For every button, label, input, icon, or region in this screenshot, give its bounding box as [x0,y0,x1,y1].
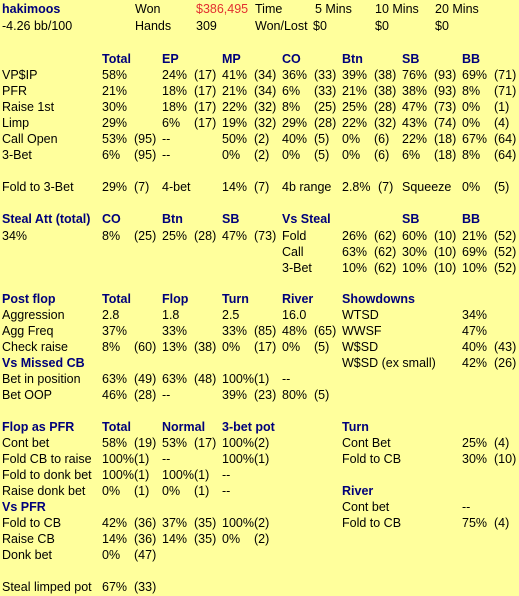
flop-pfr-value: 100%(2) [222,436,270,450]
preflop-cell-value: 21% [222,84,248,98]
postflop-cell-value: 0% [282,340,301,354]
showdowns-title: Showdowns [342,292,415,306]
preflop-cell-value: 0% [282,148,301,162]
preflop-cell-value: 22% [222,100,248,114]
steal-att-total: 34% [2,229,28,243]
preflop-row-label: PFR [2,84,27,98]
time-label: Time [255,2,283,16]
postflop-cell-value: 2.5 [222,308,240,322]
hands-label: Hands [135,19,172,33]
flop-as-pfr-title: Flop as PFR [2,420,75,434]
vs-steal-count: (52) [494,261,517,275]
preflop-cell-count: (34) [254,68,277,82]
preflop-cell-count: (71) [494,68,517,82]
preflop-cell-value: 40% [282,132,308,146]
preflop-cell-count: (2) [254,132,270,146]
preflop-cell-value: 22% [402,132,428,146]
flop-pfr-header: Normal [162,420,206,434]
steal-header-co: CO [102,212,121,226]
vs-steal-value: 21% [462,229,488,243]
period-value: $0 [375,19,389,33]
preflop-cell-count: (38) [374,68,397,82]
postflop-header: Turn [222,292,249,306]
preflop-cell-value: 0% [462,116,481,130]
preflop-cell-value: 41% [222,68,248,82]
vs-steal-count: (62) [374,229,397,243]
preflop-cell-value: 29% [282,116,308,130]
postflop-cell-value: 13% [162,340,188,354]
vs-steal-row-label: Call [282,245,304,259]
flop-pfr-value: 100%(1) [162,468,210,482]
preflop-cell-count: (4) [494,116,510,130]
turn-count: (10) [494,452,517,466]
preflop-cell-value: 58% [102,68,128,82]
preflop-cell-value: 38% [402,84,428,98]
preflop-cell-value: 18% [162,100,188,114]
preflop-cell-count: (28) [374,100,397,114]
missed-cb-row-label: Bet OOP [2,388,53,402]
steal-sb-count: (73) [254,229,277,243]
flop-pfr-value: 100%(1) [102,468,150,482]
vs-steal-count: (10) [434,261,457,275]
postflop-cell-value: 16.0 [282,308,307,322]
postflop-cell-value: 2.8 [102,308,120,322]
vs-missed-cb-title: Vs Missed CB [2,356,85,370]
preflop-header: CO [282,52,301,66]
vs-steal-row-label: Fold [282,229,307,243]
player-name: hakimoos [2,2,61,16]
vs-steal-value: 10% [342,261,368,275]
flop-pfr-value: 53% [162,436,188,450]
vs-pfr-value: 0% [102,548,121,562]
vs-steal-value: 10% [462,261,488,275]
vs-pfr-count: (2) [254,532,270,546]
vs-steal-row-label: 3-Bet [282,261,312,275]
turn-value: 25% [462,436,488,450]
vs-pfr-value: 14% [162,532,188,546]
postflop-header: River [282,292,314,306]
preflop-header: MP [222,52,241,66]
steal-sb-value: 47% [222,229,248,243]
river-value: -- [462,500,471,514]
preflop-cell-count: (38) [374,84,397,98]
preflop-cell-count: (73) [434,100,457,114]
steal-btn-value: 25% [162,229,188,243]
preflop-cell-count: (32) [254,100,277,114]
squeeze-count: (5) [494,180,510,194]
vs-pfr-title: Vs PFR [2,500,46,514]
fold-to-3bet-value: 29% [102,180,128,194]
flop-pfr-value: 58% [102,436,128,450]
vs-steal-value: 60% [402,229,428,243]
preflop-cell-value: 30% [102,100,128,114]
preflop-cell-value: 0% [222,148,241,162]
preflop-cell-value: -- [162,148,171,162]
preflop-row-label: Limp [2,116,30,130]
postflop-row-label: Agg Freq [2,324,54,338]
preflop-cell-count: (64) [494,148,517,162]
postflop-header: Total [102,292,131,306]
preflop-cell-value: 8% [462,84,481,98]
missed-cb-value: 46% [102,388,128,402]
preflop-cell-value: 69% [462,68,488,82]
postflop-cell-count: (38) [194,340,217,354]
four-bet-range-value: 2.8% [342,180,371,194]
showdown-value: 42% [462,356,488,370]
flop-pfr-value: -- [222,484,231,498]
preflop-cell-count: (6) [374,148,390,162]
showdown-value: 47% [462,324,488,338]
missed-cb-count: (48) [194,372,217,386]
hands-value: 309 [196,19,217,33]
preflop-cell-value: 36% [282,68,308,82]
preflop-cell-value: 8% [462,148,481,162]
vs-pfr-count: (35) [194,516,217,530]
preflop-cell-value: 76% [402,68,428,82]
postflop-cell-count: (65) [314,324,337,338]
flop-pfr-value: -- [222,468,231,482]
preflop-cell-count: (32) [374,116,397,130]
preflop-cell-count: (18) [434,132,457,146]
flop-pfr-row-label: Fold CB to raise [2,452,92,466]
showdown-label: WTSD [342,308,379,322]
squeeze-label: Squeeze [402,180,452,194]
vs-pfr-row-label: Donk bet [2,548,53,562]
river-count: (4) [494,516,510,530]
preflop-cell-count: (1) [494,100,510,114]
flop-pfr-row-label: Fold to donk bet [2,468,92,482]
missed-cb-value: -- [282,372,291,386]
preflop-cell-value: 67% [462,132,488,146]
preflop-cell-count: (6) [374,132,390,146]
fold-to-3bet-label: Fold to 3-Bet [2,180,74,194]
vs-steal-value: 10% [402,261,428,275]
flop-pfr-count: (1) [134,484,150,498]
vs-pfr-value: 14% [102,532,128,546]
preflop-header: BB [462,52,481,66]
turn-row-label: Cont Bet [342,436,391,450]
vs-steal-value: 63% [342,245,368,259]
flop-pfr-count: (19) [134,436,157,450]
flop-pfr-header: Total [102,420,131,434]
preflop-cell-count: (28) [314,116,337,130]
vs-pfr-value: 0% [222,532,241,546]
postflop-cell-value: 48% [282,324,308,338]
vs-pfr-count: (36) [134,532,157,546]
missed-cb-count: (49) [134,372,157,386]
preflop-cell-value: 18% [162,84,188,98]
postflop-row-label: Aggression [2,308,65,322]
squeeze-value: 0% [462,180,481,194]
vs-steal-count: (10) [434,229,457,243]
missed-cb-value: 63% [162,372,188,386]
vs-steal-title: Vs Steal [282,212,331,226]
vs-steal-value: 26% [342,229,368,243]
preflop-cell-count: (95) [134,148,157,162]
missed-cb-value: 39% [222,388,248,402]
vs-pfr-row-label: Fold to CB [2,516,62,530]
postflop-cell-value: 1.8 [162,308,180,322]
preflop-cell-count: (2) [254,148,270,162]
steal-header-btn: Btn [162,212,183,226]
preflop-cell-value: 24% [162,68,188,82]
vs-pfr-count: (47) [134,548,157,562]
river-value: 75% [462,516,488,530]
preflop-header: SB [402,52,420,66]
wonlost-label: Won/Lost [255,19,308,33]
wonlost-total: $0 [313,19,327,33]
showdown-value: 34% [462,308,488,322]
missed-cb-count: (23) [254,388,277,402]
river-row-label: Fold to CB [342,516,402,530]
missed-cb-count: (5) [314,388,330,402]
flop-pfr-row-label: Cont bet [2,436,50,450]
period-label: 5 Mins [315,2,352,16]
steal-att-title: Steal Att (total) [2,212,91,226]
preflop-cell-value: 6% [282,84,301,98]
postflop-cell-count: (85) [254,324,277,338]
preflop-cell-value: 0% [342,132,361,146]
preflop-cell-value: 39% [342,68,368,82]
preflop-cell-count: (33) [314,68,337,82]
postflop-title: Post flop [2,292,56,306]
preflop-cell-value: 47% [402,100,428,114]
steal-co-count: (25) [134,229,157,243]
preflop-cell-value: 22% [342,116,368,130]
preflop-cell-value: 19% [222,116,248,130]
preflop-cell-value: 29% [102,116,128,130]
steal-limped-pot-value: 67% [102,580,128,594]
vs-steal-count: (62) [374,245,397,259]
missed-cb-value: 80% [282,388,308,402]
preflop-cell-count: (18) [434,148,457,162]
fold-to-3bet-count: (7) [134,180,150,194]
steal-header-sb: SB [222,212,240,226]
vs-steal-header-sb: SB [402,212,420,226]
preflop-cell-count: (17) [194,116,217,130]
preflop-cell-count: (93) [434,84,457,98]
four-bet-count: (7) [254,180,270,194]
vs-pfr-count: (35) [194,532,217,546]
preflop-cell-value: 6% [162,116,181,130]
vs-pfr-count: (36) [134,516,157,530]
four-bet-range-count: (7) [378,180,394,194]
postflop-cell-count: (5) [314,340,330,354]
flop-pfr-value: 100%(1) [102,452,150,466]
preflop-cell-value: -- [162,132,171,146]
postflop-cell-count: (60) [134,340,157,354]
postflop-cell-count: (17) [254,340,277,354]
showdown-label: WWSF [342,324,382,338]
vs-steal-count: (52) [494,229,517,243]
preflop-row-label: VP$IP [2,68,38,82]
preflop-cell-count: (17) [194,68,217,82]
preflop-cell-count: (17) [194,100,217,114]
preflop-cell-count: (71) [494,84,517,98]
preflop-row-label: Call Open [2,132,58,146]
preflop-cell-value: 0% [342,148,361,162]
preflop-cell-value: 53% [102,132,128,146]
preflop-cell-value: 43% [402,116,428,130]
preflop-cell-count: (34) [254,84,277,98]
won-label: Won [135,2,161,16]
showdown-count: (43) [494,340,517,354]
period-value: $0 [435,19,449,33]
vs-steal-header-bb: BB [462,212,481,226]
postflop-cell-value: 33% [222,324,248,338]
vs-pfr-value: 37% [162,516,188,530]
preflop-cell-count: (74) [434,116,457,130]
preflop-cell-value: 21% [342,84,368,98]
postflop-cell-value: 37% [102,324,128,338]
showdown-count: (26) [494,356,517,370]
flop-pfr-value: 0% [102,484,121,498]
postflop-cell-value: 0% [222,340,241,354]
missed-cb-count: (28) [134,388,157,402]
preflop-cell-value: 21% [102,84,128,98]
preflop-cell-value: 0% [462,100,481,114]
bb-per-100: -4.26 bb/100 [2,19,73,33]
turn-row-label: Fold to CB [342,452,402,466]
preflop-cell-value: 50% [222,132,248,146]
turn-value: 30% [462,452,488,466]
preflop-cell-count: (5) [314,132,330,146]
vs-steal-value: 69% [462,245,488,259]
missed-cb-value: 100%(1) [222,372,270,386]
preflop-row-label: 3-Bet [2,148,32,162]
preflop-cell-count: (25) [314,100,337,114]
flop-pfr-value: -- [162,452,171,466]
preflop-cell-count: (5) [314,148,330,162]
preflop-cell-value: 6% [402,148,421,162]
preflop-cell-count: (64) [494,132,517,146]
preflop-header: EP [162,52,179,66]
missed-cb-value: 63% [102,372,128,386]
vs-steal-count: (10) [434,245,457,259]
won-value: $386,495 [196,2,249,16]
preflop-row-label: Raise 1st [2,100,55,114]
four-bet-label: 4-bet [162,180,191,194]
steal-limped-pot-count: (33) [134,580,157,594]
preflop-cell-value: 25% [342,100,368,114]
turn-count: (4) [494,436,510,450]
steal-btn-count: (28) [194,229,217,243]
flop-pfr-value: 100%(1) [222,452,270,466]
showdown-value: 40% [462,340,488,354]
preflop-cell-value: 6% [102,148,121,162]
flop-pfr-row-label: Raise donk bet [2,484,86,498]
missed-cb-row-label: Bet in position [2,372,81,386]
vs-pfr-value: 42% [102,516,128,530]
steal-co-value: 8% [102,229,121,243]
flop-pfr-header: 3-bet pot [222,420,275,434]
preflop-cell-count: (95) [134,132,157,146]
river-row-label: Cont bet [342,500,390,514]
preflop-cell-count: (17) [194,84,217,98]
four-bet-range-label: 4b range [282,180,332,194]
showdown-label: W$SD [342,340,379,354]
postflop-header: Flop [162,292,189,306]
vs-pfr-row-label: Raise CB [2,532,55,546]
four-bet-value: 14% [222,180,248,194]
turn-title: Turn [342,420,369,434]
postflop-row-label: Check raise [2,340,68,354]
period-label: 20 Mins [435,2,479,16]
steal-limped-pot-label: Steal limped pot [2,580,92,594]
postflop-cell-value: 33% [162,324,188,338]
preflop-cell-count: (32) [254,116,277,130]
postflop-cell-value: 8% [102,340,121,354]
preflop-header: Btn [342,52,363,66]
river-title: River [342,484,374,498]
vs-steal-count: (52) [494,245,517,259]
preflop-cell-count: (33) [314,84,337,98]
showdown-label: W$SD (ex small) [342,356,436,370]
preflop-header: Total [102,52,131,66]
period-label: 10 Mins [375,2,419,16]
preflop-cell-count: (93) [434,68,457,82]
missed-cb-value: -- [162,388,171,402]
vs-pfr-value: 100%(2) [222,516,270,530]
vs-steal-value: 30% [402,245,428,259]
flop-pfr-value: 0% [162,484,181,498]
flop-pfr-count: (17) [194,436,217,450]
preflop-cell-value: 8% [282,100,301,114]
flop-pfr-count: (1) [194,484,210,498]
vs-steal-count: (62) [374,261,397,275]
